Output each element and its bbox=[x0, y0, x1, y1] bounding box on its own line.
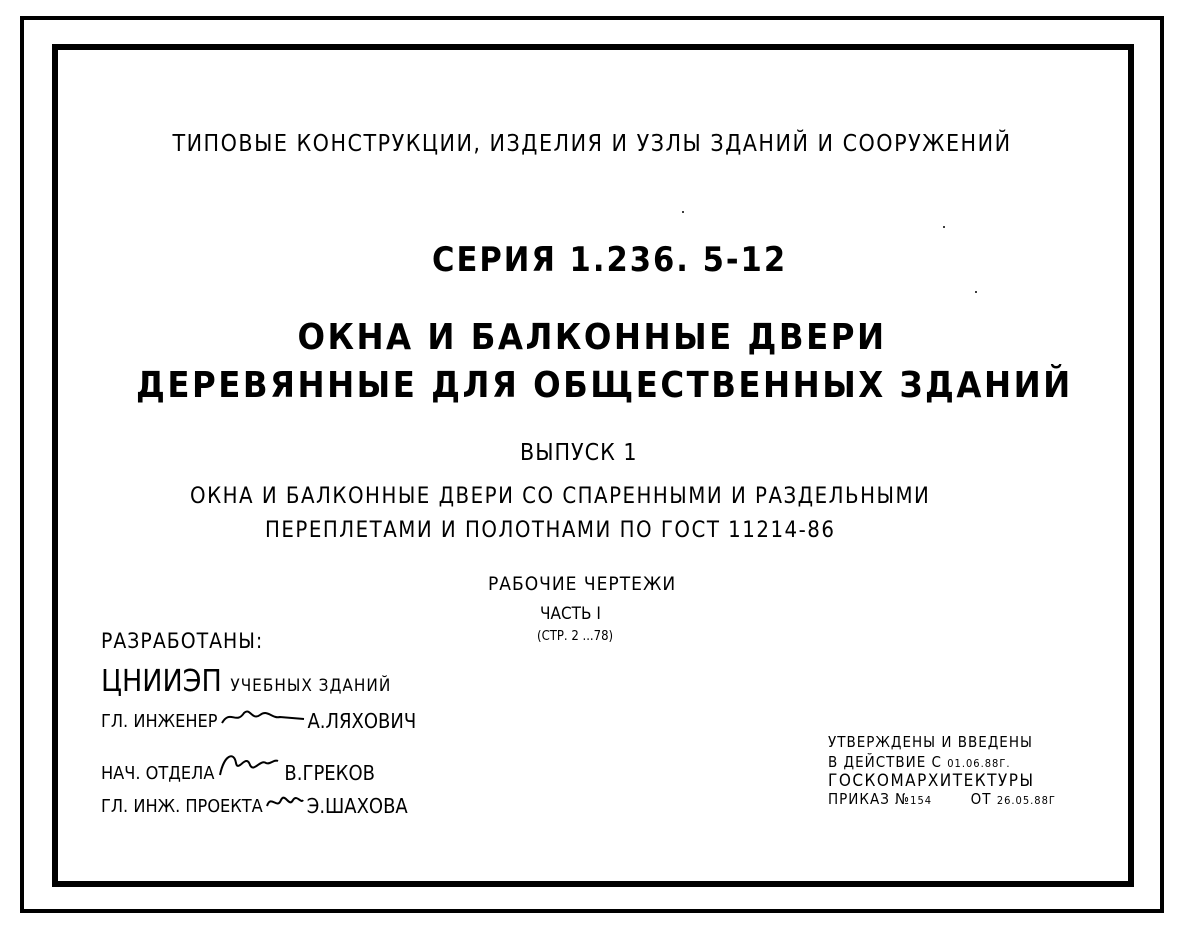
issue-number: ВЫПУСК 1 bbox=[520, 440, 638, 466]
signatory-name: В.ГРЕКОВ bbox=[284, 761, 375, 785]
developed-by-label: РАЗРАБОТАНЫ: bbox=[101, 629, 264, 653]
working-drawings-label: РАБОЧИЕ ЧЕРТЕЖИ bbox=[488, 573, 677, 595]
order-label: ПРИКАЗ № bbox=[828, 790, 911, 808]
signatory-role: НАЧ. ОТДЕЛА bbox=[101, 763, 215, 784]
order-number: 154 bbox=[910, 794, 933, 807]
organization-sub: УЧЕБНЫХ ЗДАНИЙ bbox=[230, 676, 392, 696]
approval-line-2 bbox=[828, 755, 1011, 770]
speck bbox=[975, 291, 977, 293]
order-date-label: ОТ bbox=[970, 790, 992, 808]
collection-heading: ТИПОВЫЕ КОНСТРУКЦИИ, ИЗДЕЛИЯ И УЗЛЫ ЗДАНИЙ И СООРУЖЕНИЙ bbox=[172, 131, 1012, 157]
title-line-2: ДЕРЕВЯННЫЕ ДЛЯ ОБЩЕСТВЕННЫХ ЗДАНИЙ bbox=[136, 365, 1073, 406]
organization-main: ЦНИИЭП bbox=[101, 664, 222, 699]
title-line-1: ОКНА И БАЛКОННЫЕ ДВЕРИ bbox=[297, 317, 887, 358]
approval-line-1: УТВЕРЖДЕНЫ И ВВЕДЕНЫ bbox=[828, 733, 1033, 751]
speck bbox=[943, 226, 945, 228]
signatory-name: А.ЛЯХОВИЧ bbox=[307, 709, 417, 733]
speck bbox=[682, 211, 684, 213]
approval-effective-label: В ДЕЙСТВИЕ С bbox=[828, 753, 942, 771]
series-number: СЕРИЯ 1.236. 5-12 bbox=[432, 240, 788, 280]
page-range: (СТР. 2 ...78) bbox=[537, 629, 614, 644]
signature-icon bbox=[216, 749, 282, 783]
signature-icon bbox=[220, 705, 306, 731]
signatory-row bbox=[101, 705, 416, 731]
developer-organization bbox=[101, 664, 392, 699]
signatory-role: ГЛ. ИНЖ. ПРОЕКТА bbox=[101, 796, 263, 817]
signatory-row bbox=[101, 749, 375, 783]
order-date: 26.05.88Г bbox=[996, 794, 1056, 807]
approval-authority: ГОСКОМАРХИТЕКТУРЫ bbox=[828, 771, 1035, 791]
part-label: ЧАСТЬ I bbox=[540, 604, 601, 624]
signature-icon bbox=[265, 790, 305, 816]
signatory-row bbox=[101, 790, 408, 816]
signatory-name: Э.ШАХОВА bbox=[306, 794, 408, 818]
signatory-role: ГЛ. ИНЖЕНЕР bbox=[101, 711, 218, 732]
effective-date: 01.06.88Г. bbox=[947, 757, 1011, 770]
description-line-2: ПЕРЕПЛЕТАМИ И ПОЛОТНАМИ ПО ГОСТ 11214-86 bbox=[265, 518, 836, 543]
description-line-1: ОКНА И БАЛКОННЫЕ ДВЕРИ СО СПАРЕННЫМИ И РАЗДЕЛЬНЫМИ bbox=[190, 484, 931, 509]
approval-order bbox=[828, 792, 1056, 807]
